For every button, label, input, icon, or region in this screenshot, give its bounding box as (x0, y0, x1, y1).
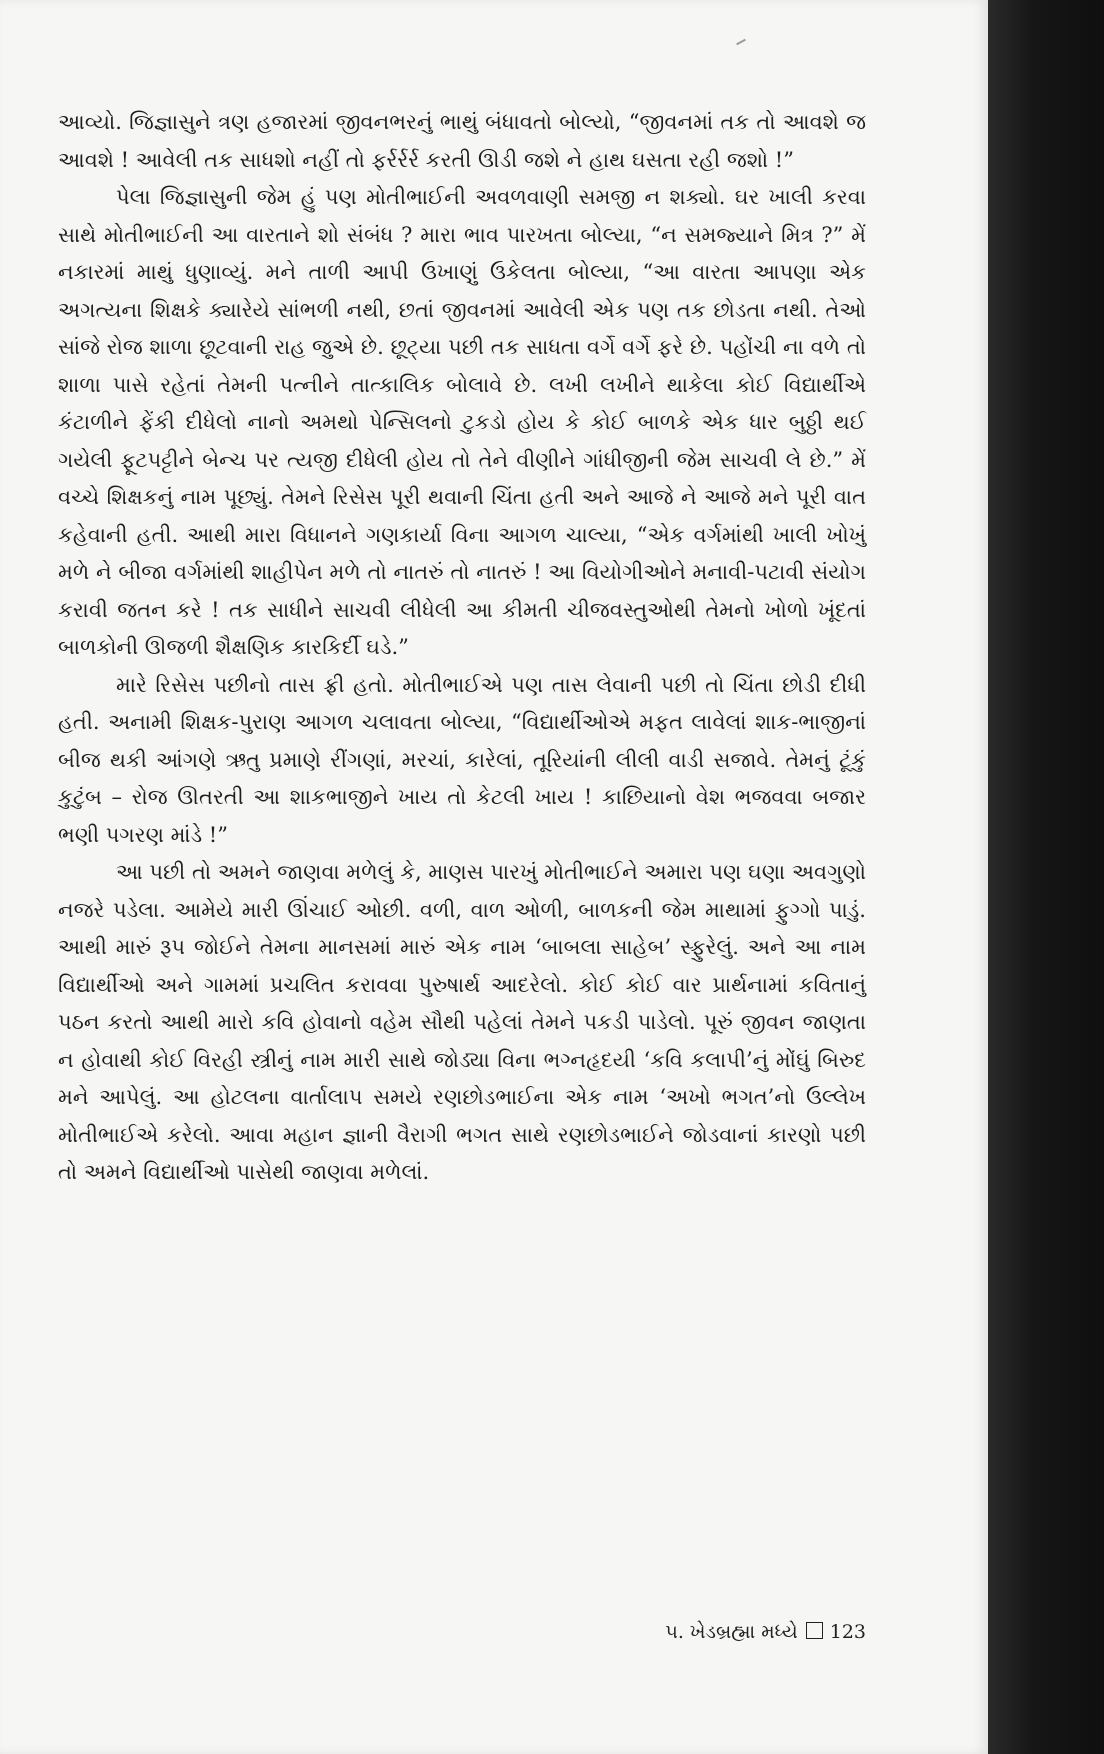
paragraph-2: પેલા જિજ્ઞાસુની જેમ હું પણ મોતીભાઈની અવળવાણી સમજી ન શક્યો. ઘર ખાલી કરવા સાથે મોતીભાઈની આ વારતાને શો સંબંધ ? મારા ભાવ પારખતા બોલ્યા, “ન સમજ્યાને મિત્ર ?” મેં નકારમાં માથું ધુણાવ્યું. મને તાળી આપી ઉખાણું ઉકેલતા બોલ્યા, “આ વારતા આપણા એક અગત્યના શિક્ષકે ક્યારેયે સાંભળી નથી, છતાં જીવનમાં આવેલી એક પણ તક છોડતા નથી. તેઓ સાંજે રોજ શાળા છૂટવાની રાહ જુએ છે. છૂટ્યા પછી તક સાધતા વર્ગે વર્ગે ફરે છે. પહોંચી ના વળે તો શાળા પાસે રહેતાં તેમની પત્નીને તાત્કાલિક બોલાવે છે. લખી લખીને થાકેલા કોઈ વિદ્યાર્થીએ કંટાળીને ફેંકી દીધેલો નાનો અમથો પેન્સિલનો ટુકડો હોય કે કોઈ બાળકે એક ધાર બુઠ્ઠી થઈ ગયેલી ફૂટપટ્ટીને બેન્ચ પર ત્યજી દીધેલી હોય તો તેને વીણીને ગાંધીજીની જેમ સાચવી લે છે.” મેં વચ્ચે શિક્ષકનું નામ પૂછ્યું. તેમને રિસેસ પૂરી થવાની ચિંતા હતી અને આજે ને આજે મને પૂરી વાત કહેવાની હતી. આથી મારા વિધાનને ગણકાર્યા વિના આગળ ચાલ્યા, “એક વર્ગમાંથી ખાલી ખોખું મળે ને બીજા વર્ગમાંથી શાહીપેન મળે તો નાતરું તો નાતરું ! આ વિયોગીઓને મનાવી-પટાવી સંયોગ કરાવી જતન કરે ! તક સાધીને સાચવી લીધેલી આ કીમતી ચીજવસ્તુઓથી તેમનો ખોળો ખૂંદતાં બાળકોની ઊજળી શૈક્ષણિક કારકિર્દી ઘડે.” (58, 185, 866, 659)
page-footer (640, 1618, 866, 1646)
paragraph-4: આ પછી તો અમને જાણવા મળેલું કે, માણસ પારખું મોતીભાઈને અમારા પણ ઘણા અવગુણો નજરે પડેલા. આમેયે મારી ઊંચાઈ ઓછી. વળી, વાળ ઓળી, બાળકની જેમ માથામાં ફુગ્ગો પાડું. આથી મારું રૂપ જોઈને તેમના માનસમાં મારું એક નામ ‘બાબલા સાહેબ’ સ્ફુરેલું. અને આ નામ વિદ્યાર્થીઓ અને ગામમાં પ્રચલિત કરાવવા પુરુષાર્થ આદરેલો. કોઈ કોઈ વાર પ્રાર્થનામાં કવિતાનું પઠન કરતો આથી મારો કવિ હોવાનો વહેમ સૌથી પહેલાં તેમને પકડી પાડેલો. પૂરું જીવન જાણતા ન હોવાથી કોઈ વિરહી સ્ત્રીનું નામ મારી સાથે જોડ્યા વિના ભગ્નહૃદયી ‘કવિ કલાપી’નું મોંઘું બિરુદ મને આપેલું. આ હોટલના વાર્તાલાપ સમયે રણછોડભાઈના એક નામ ‘અખો ભગત’નો ઉલ્લેખ મોતીભાઈએ કરેલો. આવા મહાન જ્ઞાની વૈરાગી ભગત સાથે રણછોડભાઈને જોડવાનાં કારણો પછી તો અમને વિદ્યાર્થીઓ પાસેથી જાણવા મળેલાં. (58, 860, 866, 1184)
paragraph-3: મારે રિસેસ પછીનો તાસ ફ્રી હતો. મોતીભાઈએ પણ તાસ લેવાની પછી તો ચિંતા છોડી દીધી હતી. અનામી શિક્ષક-પુરાણ આગળ ચલાવતા બોલ્યા, “વિદ્યાર્થીઓએ મફત લાવેલાં શાક-ભાજીનાં બીજ થકી આંગણે ઋતુ પ્રમાણે રીંગણાં, મરચાં, કારેલાં, તૂરિયાંની લીલી વાડી સજાવે. તેમનું ટૂંકું કુટુંબ – રોજ ઊતરતી આ શાકભાજીને ખાય તો કેટલી ખાય ! કાછિયાનો વેશ ભજવવા બજાર ભણી પગરણ માંડે !” (58, 672, 866, 847)
paragraph-1: આવ્યો. જિજ્ઞાસુને ત્રણ હજારમાં જીવનભરનું ભાથું બંધાવતો બોલ્યો, “જીવનમાં તક તો આવશે જ આવશે ! આવેલી તક સાધશો નહીં તો ફર્રર્રર્ર કરતી ઊડી જશે ને હાથ ઘસતા રહી જશો !” (58, 110, 866, 172)
body-text (58, 104, 866, 1192)
page-number: 123 (829, 1621, 866, 1643)
square-icon (806, 1622, 823, 1639)
pen-mark (736, 39, 746, 45)
chapter-title: ૫. ખેડબ્રહ્મા મધ્યે (665, 1621, 798, 1643)
scan-dark-margin (988, 0, 1104, 1754)
